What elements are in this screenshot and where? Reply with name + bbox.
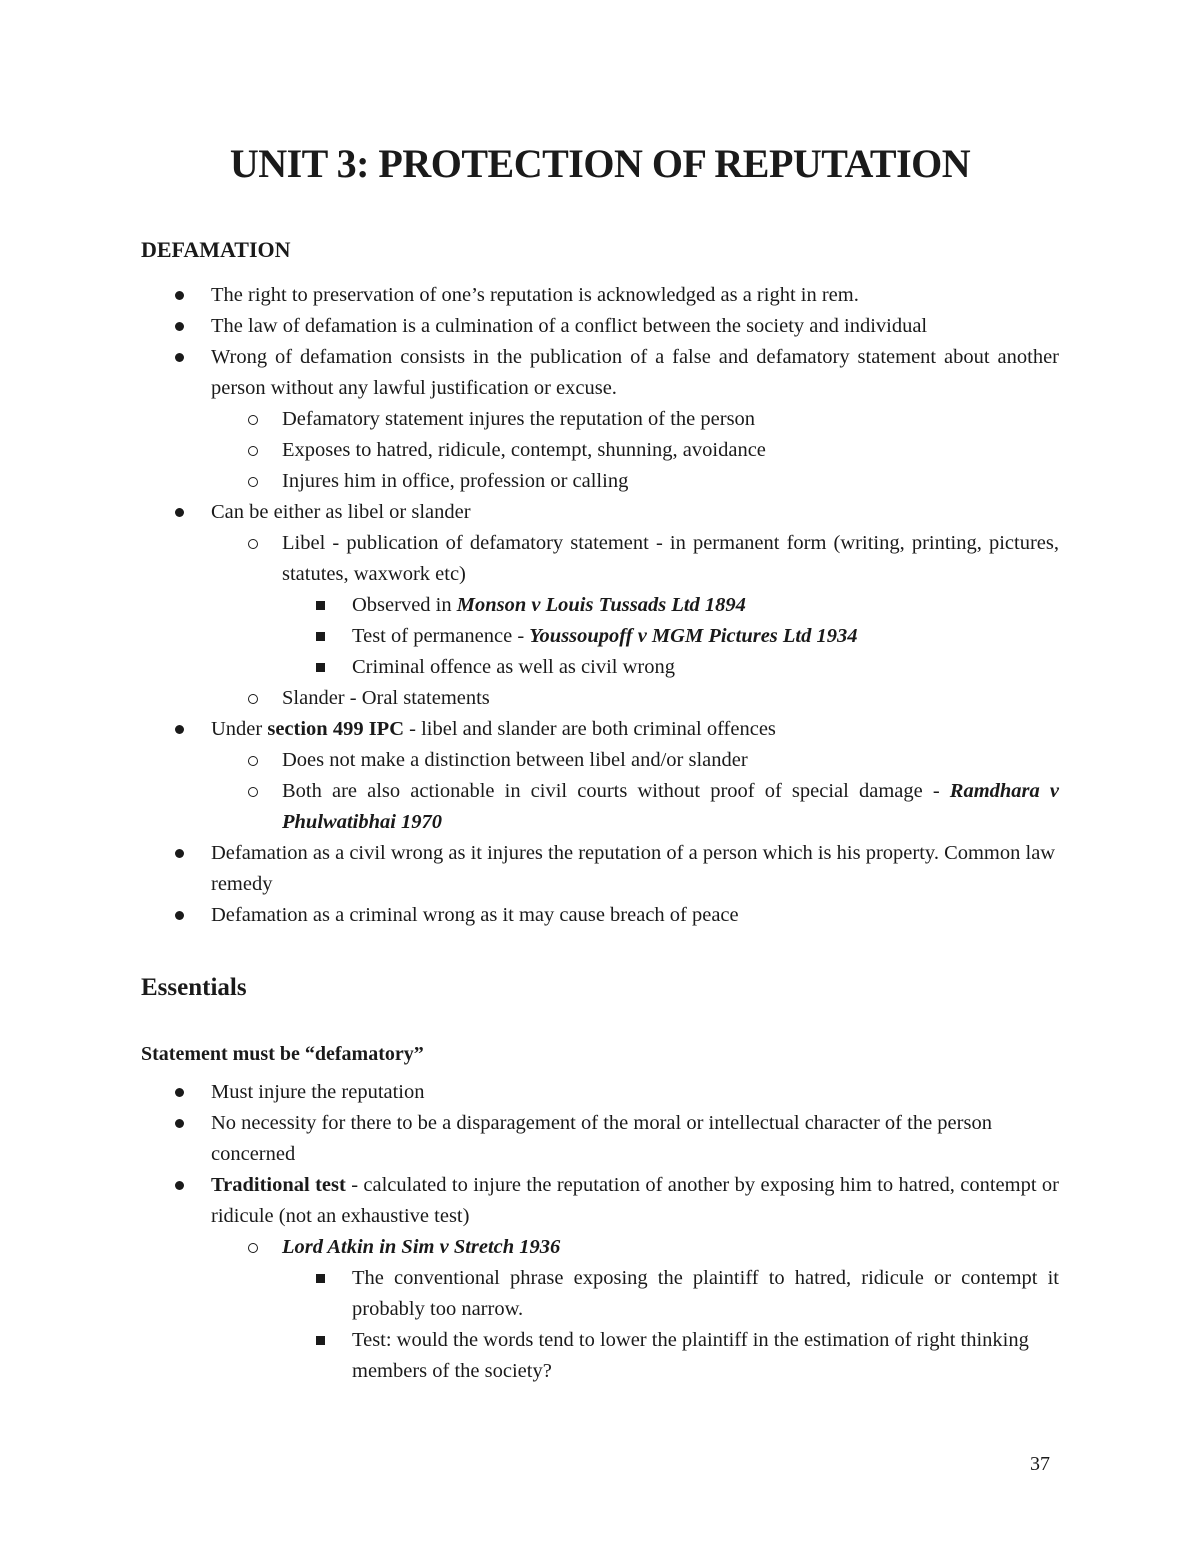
list-item [282,528,1059,590]
list-item-text: Under [211,718,268,740]
bullet-icon [175,900,184,931]
list-item-text: The conventional phrase exposing the plaintiff to hatred, ridicule or contempt it probably too narrow. [352,1267,1059,1320]
list-item [352,1263,1059,1325]
list-item-text: Test: would the words tend to lower the plaintiff in the estimation of right thinking members of the society? [352,1329,1029,1382]
circle-bullet-icon [248,683,258,714]
circle-bullet-icon [248,466,258,497]
square-bullet-icon [316,1325,325,1356]
bullet-icon [175,311,184,342]
bullet-icon [175,342,184,373]
bullet-icon [175,280,184,311]
essentials-list [0,1077,1200,1387]
list-item-text: - calculated to injure the reputation of another by exposing him to hatred, contempt or ridicule (not an exhaustive test) [211,1174,1059,1227]
page-number: 37 [1030,1453,1050,1475]
list-item [211,342,1059,404]
statute-reference: section 499 IPC [267,718,405,740]
list-item [352,590,1059,621]
page-title: UNIT 3: PROTECTION OF REPUTATION [229,141,971,186]
bullet-icon [175,838,184,869]
case-citation: Youssoupoff v MGM Pictures Ltd 1934 [529,625,858,647]
case-citation: Ramdhara v Phulwatibhai 1970 [282,780,1059,833]
list-item [282,1232,1059,1263]
circle-bullet-icon [248,745,258,776]
square-bullet-icon [316,590,325,621]
square-bullet-icon [316,1263,325,1294]
list-item [211,311,1059,342]
list-item [352,652,1059,683]
list-item-text: Injures him in office, profession or calling [282,470,629,492]
defamation-list [0,280,1200,931]
list-item-text: Exposes to hatred, ridicule, contempt, shunning, avoidance [282,439,766,461]
case-citation: Lord Atkin in Sim v Stretch 1936 [282,1236,561,1258]
square-bullet-icon [316,621,325,652]
list-item-text: Criminal offence as well as civil wrong [352,656,675,678]
list-item [282,745,1059,776]
list-item [211,838,1059,900]
list-item-text: Defamatory statement injures the reputation of the person [282,408,756,430]
list-item-text: The law of defamation is a culmination of a conflict between the society and individual [211,315,928,337]
list-item-text: Libel - publication of defamatory statement - in permanent form (writing, printing, pictures, statutes, waxwork etc) [282,532,1059,585]
list-item [282,435,1059,466]
list-item [211,497,1059,528]
list-item [211,1170,1059,1232]
list-item-text: The right to preservation of one’s reputation is acknowledged as a right in rem. [211,284,859,306]
bullet-icon [175,1108,184,1139]
list-item [211,1108,1059,1170]
list-item [211,714,1059,745]
term-bold: Traditional test [211,1174,346,1196]
list-item-text: Can be either as libel or slander [211,501,471,523]
list-item-text: Slander - Oral statements [282,687,490,709]
circle-bullet-icon [248,776,258,807]
list-item [211,900,1059,931]
list-item [282,776,1059,838]
circle-bullet-icon [248,435,258,466]
bullet-icon [175,1170,184,1201]
circle-bullet-icon [248,1232,258,1263]
square-bullet-icon [316,652,325,683]
list-item-text: Must injure the reputation [211,1081,425,1103]
case-citation: Monson v Louis Tussads Ltd 1894 [456,594,746,616]
list-item [282,466,1059,497]
list-item-text: Defamation as a criminal wrong as it may cause breach of peace [211,904,739,926]
list-item-text: No necessity for there to be a disparagement of the moral or intellectual character of the person concerned [211,1112,992,1165]
subheading-defamatory: Statement must be “defamatory” [141,1043,424,1065]
list-item [352,1325,1059,1387]
list-item [282,683,1059,714]
circle-bullet-icon [248,528,258,559]
list-item [211,280,1059,311]
bullet-icon [175,714,184,745]
list-item-text: Test of permanence - [352,625,530,647]
list-item-text: Wrong of defamation consists in the publication of a false and defamatory statement about another person without any lawful justification or excuse. [211,346,1059,399]
list-item-text: Defamation as a civil wrong as it injures the reputation of a person which is his property. Common law remedy [211,842,1056,895]
list-item [282,404,1059,435]
bullet-icon [175,497,184,528]
list-item-text: - libel and slander are both criminal offences [404,718,776,740]
bullet-icon [175,1077,184,1108]
circle-bullet-icon [248,404,258,435]
list-item-text: Observed in [352,594,457,616]
list-item-text: Both are also actionable in civil courts without proof of special damage - [282,780,950,802]
list-item-text: Does not make a distinction between libel and/or slander [282,749,748,771]
section-heading-essentials: Essentials [141,974,247,1001]
section-heading-defamation: DEFAMATION [141,237,291,262]
list-item [352,621,1059,652]
list-item [211,1077,1059,1108]
